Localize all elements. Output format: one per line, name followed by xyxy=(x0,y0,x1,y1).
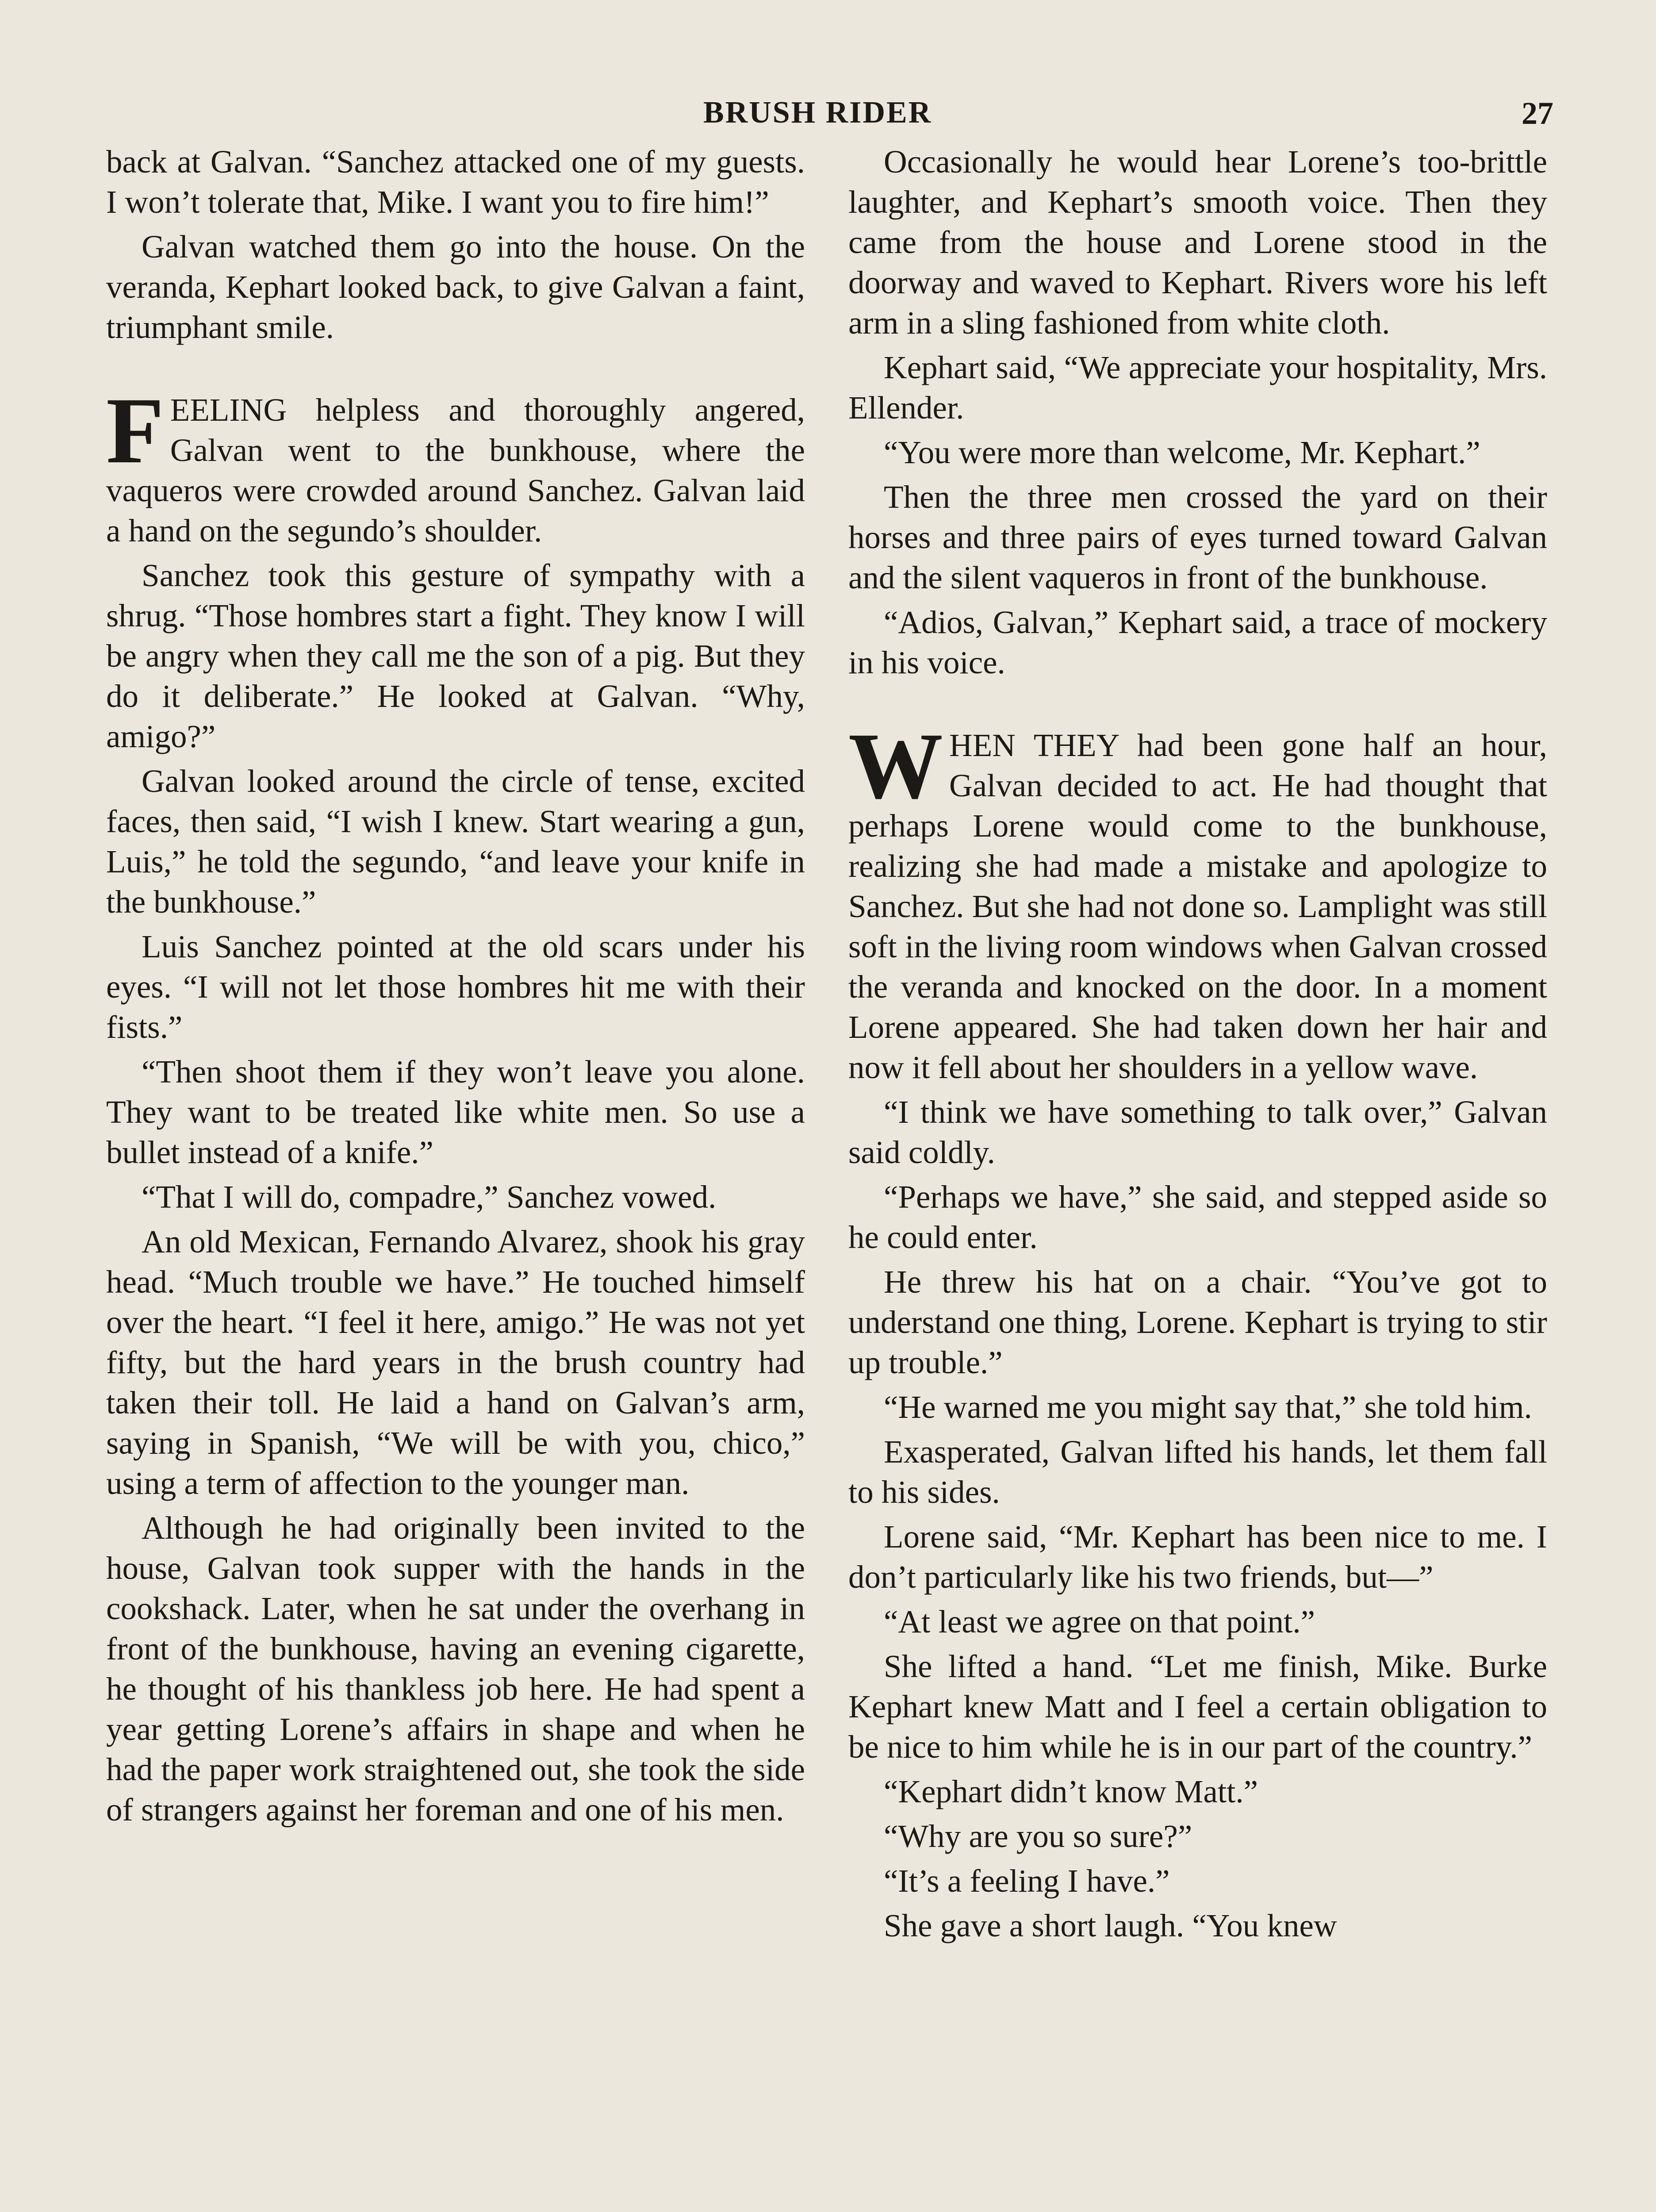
paragraph xyxy=(106,1177,805,1217)
paragraph xyxy=(848,714,1547,1087)
paragraph-text: An old Mexican, Fernando Alvarez, shook his gray head. “Much trouble we have.” He touched himself over the heart. “I feel it here, amigo.” He was not yet fifty, but the hard years in the brush country had taken their toll. He laid a hand on Galvan’s arm, saying in Spanish, “We will be with you, chico,” using a term of affection to the younger man. xyxy=(106,1224,805,1501)
paragraph-text: EELING helpless and thoroughly angered, Galvan went to the bunkhouse, where the vaqueros were crowded around Sanchez. Galvan laid a hand on the segundo’s shoulder. xyxy=(106,392,805,549)
paragraph xyxy=(106,227,805,347)
paragraph-text: Exasperated, Galvan lifted his hands, let them fall to his sides. xyxy=(848,1434,1547,1510)
paragraph-text: back at Galvan. “Sanchez attacked one of my guests. I won’t tolerate that, Mike. I want you to fire him!” xyxy=(106,144,805,220)
paragraph-text: She gave a short laugh. “You knew xyxy=(884,1908,1337,1943)
paragraph xyxy=(106,1508,805,1830)
paragraph-text: Although he had originally been invited to the house, Galvan took supper with the hands in the cookshack. Later, when he sat under the overhang in front of the bunkhouse, having an evening cigarette, he thought of his thankless job here. He had spent a year getting Lorene’s affairs in shape and when he had the paper work straightened out, she took the side of strangers against her foreman and one of his men. xyxy=(106,1510,805,1828)
running-title: BRUSH RIDER xyxy=(703,96,932,130)
paragraph-text: “Then shoot them if they won’t leave you alone. They want to be treated like white men. So use a bullet instead of a knife.” xyxy=(106,1054,805,1170)
paragraph xyxy=(848,1861,1547,1901)
paragraph xyxy=(848,1905,1547,1946)
paragraph-text: Sanchez took this gesture of sympathy with a shrug. “Those hombres start a fight. They know I will be angry when they call me the son of a pig. But they do it deliberate.” He looked at Galvan. “Why, amigo?” xyxy=(106,557,805,754)
paragraph xyxy=(848,1177,1547,1257)
paragraph xyxy=(848,602,1547,683)
paragraph-text: “Adios, Galvan,” Kephart said, a trace of mockery in his voice. xyxy=(848,604,1547,680)
paragraph-text: “It’s a feeling I have.” xyxy=(884,1863,1170,1899)
paragraph xyxy=(106,1221,805,1503)
paragraph-text: “He warned me you might say that,” she told him. xyxy=(884,1389,1532,1425)
paragraph-text: HEN THEY had been gone half an hour, Galvan decided to act. He had thought that perhaps Lorene would come to the bunkhouse, realizing she had made a mistake and apologize to Sanchez. But she had not done so. Lamplight was still soft in the living room windows when Galvan crossed the veranda and knocked on the door. In a moment Lorene appeared. She had taken down her hair and now it fell about her shoulders in a yellow wave. xyxy=(848,727,1547,1085)
paragraph xyxy=(848,1262,1547,1382)
paragraph xyxy=(848,1816,1547,1856)
paragraph xyxy=(848,432,1547,472)
paragraph xyxy=(848,1771,1547,1812)
paragraph-text: Then the three men crossed the yard on their horses and three pairs of eyes turned toward Galvan and the silent vaqueros in front of the bunkhouse. xyxy=(848,479,1547,595)
paragraph xyxy=(106,555,805,757)
paragraph-text: Lorene said, “Mr. Kephart has been nice to me. I don’t particularly like his two friends, but—” xyxy=(848,1519,1547,1595)
drop-cap: F xyxy=(106,378,164,483)
paragraph xyxy=(848,1601,1547,1642)
paragraph xyxy=(848,1387,1547,1427)
paragraph xyxy=(848,1432,1547,1512)
paragraph xyxy=(848,347,1547,428)
paragraph-text: “You were more than welcome, Mr. Kephart.” xyxy=(884,434,1480,470)
paragraph xyxy=(848,142,1547,343)
paragraph-text: Galvan watched them go into the house. On the veranda, Kephart looked back, to give Galvan a faint, triumphant smile. xyxy=(106,229,805,345)
page-number: 27 xyxy=(1522,96,1553,131)
paragraph-text: Occasionally he would hear Lorene’s too-brittle laughter, and Kephart’s smooth voice. Then they came from the house and Lorene stood in the doorway and waved to Kephart. Rivers wore his left arm in a sling fashioned from white cloth. xyxy=(848,144,1547,341)
paragraph-text: Luis Sanchez pointed at the old scars under his eyes. “I will not let those hombres hit me with their fists.” xyxy=(106,929,805,1045)
paragraph-text: “That I will do, compadre,” Sanchez vowed. xyxy=(142,1179,717,1215)
paragraph-text: “Kephart didn’t know Matt.” xyxy=(884,1774,1258,1809)
paragraph xyxy=(106,926,805,1047)
paragraph xyxy=(106,378,805,551)
paragraph xyxy=(848,477,1547,598)
paragraph xyxy=(848,1517,1547,1597)
paragraph xyxy=(848,1092,1547,1172)
paragraph-text: He threw his hat on a chair. “You’ve got to understand one thing, Lorene. Kephart is trying to stir up trouble.” xyxy=(848,1264,1547,1380)
drop-cap: W xyxy=(848,714,943,818)
paragraph xyxy=(106,142,805,222)
paragraph-text: “At least we agree on that point.” xyxy=(884,1604,1315,1640)
paragraph-text: “Perhaps we have,” she said, and stepped aside so he could enter. xyxy=(848,1179,1547,1255)
paragraph-text: “I think we have something to talk over,” Galvan said coldly. xyxy=(848,1094,1547,1170)
paragraph-text: Galvan looked around the circle of tense, excited faces, then said, “I wish I knew. Start wearing a gun, Luis,” he told the segundo, “and leave your knife in the bunkhouse.” xyxy=(106,763,805,920)
paragraph xyxy=(106,1052,805,1172)
right-text-column xyxy=(848,142,1547,2212)
left-text-column xyxy=(106,142,805,2212)
paragraph-text: She lifted a hand. “Let me finish, Mike. Burke Kephart knew Matt and I feel a certain obligation to be nice to him while he is in our part of the country.” xyxy=(848,1648,1547,1765)
page-header xyxy=(0,95,1656,135)
paragraph xyxy=(106,761,805,922)
paragraph-text: Kephart said, “We appreciate your hospitality, Mrs. Ellender. xyxy=(848,349,1547,426)
paragraph xyxy=(848,1646,1547,1767)
paragraph-text: “Why are you so sure?” xyxy=(884,1818,1192,1854)
